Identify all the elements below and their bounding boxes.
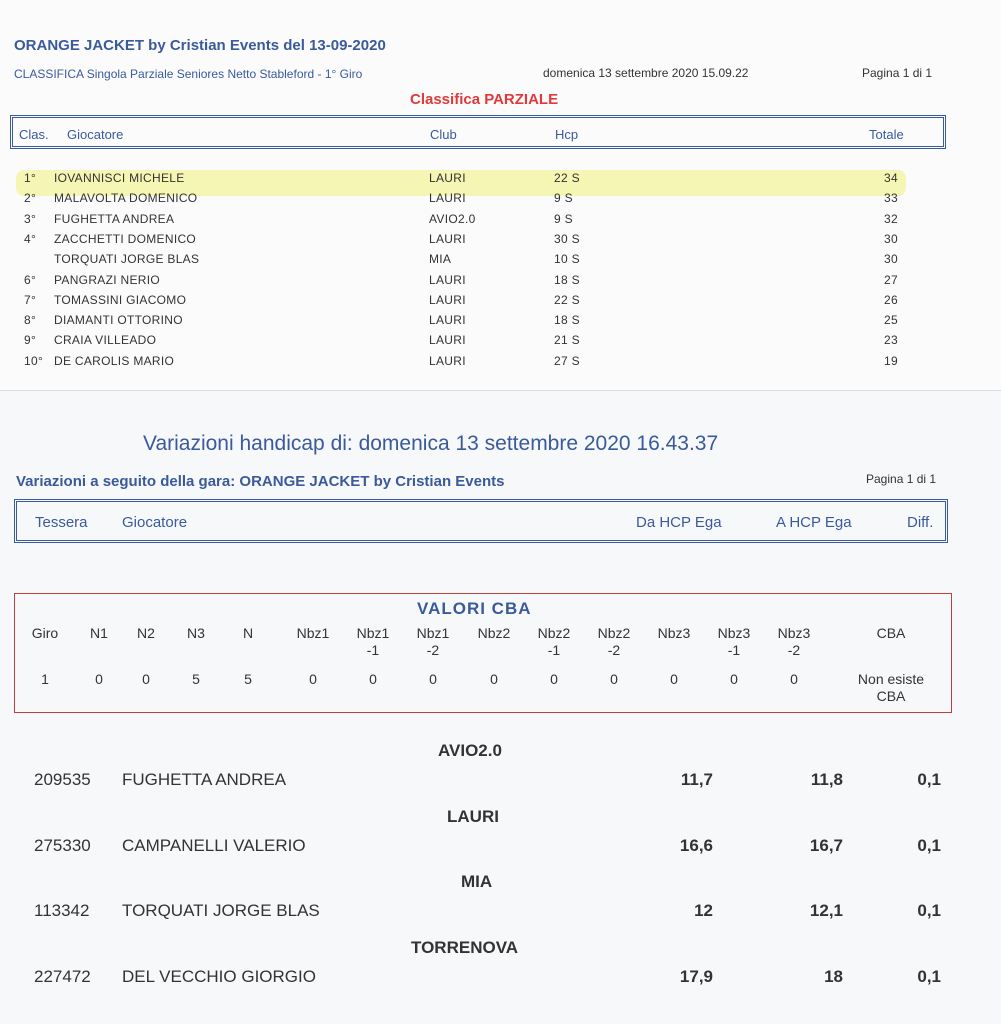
cell-pos: 3° [24, 211, 37, 226]
club-heading: LAURI [447, 806, 499, 826]
club-heading: TORRENOVA [411, 937, 519, 957]
cba-header: N3 [187, 625, 205, 641]
cell-pos: 7° [24, 292, 37, 307]
player-name: TORQUATI JORGE BLAS [122, 901, 320, 920]
diff-value: 0,1 [917, 966, 941, 986]
cba-header: Nbz2 -2 [597, 625, 631, 658]
cell-hcp: 27 S [554, 353, 580, 368]
variations-page: Pagina 1 di 1 [866, 472, 937, 486]
cell-club: LAURI [429, 231, 466, 246]
col-player: Giocatore [122, 514, 188, 531]
table-row [0, 290, 1001, 310]
report-page: Pagina 1 di 1 [862, 66, 933, 80]
cell-pos: 6° [24, 272, 37, 287]
to-hcp: 12,1 [809, 901, 843, 920]
cell-pos: 9° [24, 333, 37, 348]
cell-total: 33 [884, 191, 898, 206]
table-row [0, 270, 1001, 290]
col-total: Totale [869, 127, 904, 142]
table-row [0, 229, 1001, 249]
table-row [0, 330, 1001, 350]
cell-hcp: 22 S [554, 171, 580, 185]
table-row [0, 168, 1001, 188]
from-hcp: 12 [694, 901, 713, 920]
cba-value: 0 [490, 671, 498, 687]
cell-pos: 4° [24, 231, 37, 246]
cell-name: DIAMANTI OTTORINO [54, 313, 183, 328]
cba-value: 0 [95, 671, 103, 687]
cba-value: 0 [670, 671, 678, 687]
diff-value: 0,1 [917, 770, 941, 789]
variations-title: Variazioni handicap di: domenica 13 settembre 2020 16.43.37 [143, 432, 719, 455]
cell-club: AVIO2.0 [429, 211, 476, 226]
cell-name: FUGHETTA ANDREA [54, 211, 175, 226]
from-hcp: 17,9 [679, 966, 713, 986]
table-row [0, 310, 1001, 330]
cell-club: LAURI [429, 191, 466, 206]
classifica-header [10, 115, 946, 149]
card-number: 275330 [34, 835, 91, 855]
cba-value: 0 [309, 671, 317, 687]
cell-name: CRAIA VILLEADO [54, 333, 157, 348]
cell-pos: 1° [24, 171, 37, 185]
cell-name: TORQUATI JORGE BLAS [54, 252, 200, 267]
cba-header: Nbz1 [296, 625, 330, 641]
cell-name: DE CAROLIS MARIO [54, 353, 175, 368]
table-row [0, 209, 1001, 229]
cba-header: N1 [90, 625, 108, 641]
cba-value: 5 [244, 671, 252, 687]
cba-header: Nbz2 -1 [537, 625, 571, 658]
cell-club: LAURI [429, 272, 466, 287]
cell-total: 26 [884, 292, 898, 307]
section-title: Classifica PARZIALE [410, 91, 559, 108]
col-hcp: Hcp [555, 127, 579, 142]
cell-club: LAURI [429, 292, 466, 307]
diff-value: 0,1 [917, 901, 941, 920]
variations-header [14, 499, 948, 543]
col-club: Club [430, 127, 457, 142]
cell-total: 23 [884, 333, 898, 348]
col-clas: Clas. [19, 127, 49, 142]
col-player: Giocatore [67, 127, 124, 142]
cba-value: 1 [41, 671, 49, 687]
cba-value: 5 [192, 671, 200, 687]
cba-value: 0 [142, 671, 150, 687]
cell-hcp: 18 S [554, 313, 580, 328]
cell-pos: 10° [24, 353, 44, 368]
report-subtitle: CLASSIFICA Singola Parziale Seniores Netto Stableford - 1° Giro [14, 67, 363, 81]
table-row [0, 188, 1001, 208]
to-hcp: 16,7 [809, 835, 843, 855]
player-name: CAMPANELLI VALERIO [122, 835, 306, 855]
cba-value: 0 [429, 671, 437, 687]
cell-total: 30 [884, 252, 898, 267]
cba-header: Nbz1 -2 [416, 625, 450, 658]
cell-hcp: 30 S [554, 231, 580, 246]
cba-header: Nbz2 [477, 625, 511, 641]
cell-total: 19 [884, 353, 898, 368]
cell-total: 30 [884, 231, 898, 246]
cba-value: Non esiste CBA [857, 671, 925, 704]
cba-header: Nbz1 -1 [356, 625, 390, 658]
cell-hcp: 21 S [554, 333, 580, 348]
cell-total: 32 [884, 211, 898, 226]
cba-title: VALORI CBA [417, 599, 532, 618]
col-diff: Diff. [907, 514, 934, 531]
cell-total: 25 [884, 313, 898, 328]
cba-value: 0 [550, 671, 558, 687]
variations-subtitle: Variazioni a seguito della gara: ORANGE JACKET by Cristian Events [16, 473, 505, 490]
col-to: A HCP Ega [776, 514, 852, 531]
cell-club: LAURI [429, 313, 466, 328]
cba-header: N2 [137, 625, 155, 641]
to-hcp: 18 [824, 966, 843, 986]
cba-value: 0 [730, 671, 738, 687]
report-title: ORANGE JACKET by Cristian Events del 13-09-2020 [14, 37, 386, 54]
cell-pos: 8° [24, 313, 37, 328]
cell-club: LAURI [429, 171, 466, 185]
cell-hcp: 9 S [554, 191, 573, 206]
cell-club: LAURI [429, 353, 466, 368]
cell-name: TOMASSINI GIACOMO [54, 292, 187, 307]
cell-hcp: 18 S [554, 272, 580, 287]
cell-name: PANGRAZI NERIO [54, 272, 160, 287]
cell-name: IOVANNISCI MICHELE [54, 171, 185, 185]
cell-hcp: 9 S [554, 211, 573, 226]
club-heading: AVIO2.0 [438, 741, 502, 760]
cell-club: MIA [429, 252, 452, 267]
cell-pos: 2° [24, 191, 37, 206]
cell-club: LAURI [429, 333, 466, 348]
from-hcp: 16,6 [679, 835, 713, 855]
cba-header: N [242, 625, 254, 641]
cell-total: 27 [884, 272, 898, 287]
card-number: 209535 [34, 770, 91, 789]
table-row [0, 249, 1001, 269]
cell-hcp: 10 S [554, 252, 580, 267]
cba-box [14, 593, 952, 713]
col-from: Da HCP Ega [636, 514, 722, 531]
player-name: FUGHETTA ANDREA [122, 770, 287, 789]
cba-value: 0 [610, 671, 618, 687]
from-hcp: 11,7 [680, 770, 713, 789]
card-number: 113342 [34, 901, 90, 920]
cba-header: Nbz3 -1 [717, 625, 751, 658]
club-heading: MIA [461, 872, 493, 891]
table-row [0, 351, 1001, 371]
cell-name: ZACCHETTI DOMENICO [54, 231, 197, 246]
cell-total: 34 [884, 171, 898, 185]
card-number: 227472 [34, 966, 91, 986]
cba-header: Nbz3 [657, 625, 691, 641]
to-hcp: 11,8 [810, 770, 843, 789]
cba-header: CBA [876, 625, 906, 641]
cba-header: Nbz3 -2 [777, 625, 811, 658]
cell-name: MALAVOLTA DOMENICO [54, 191, 198, 206]
cba-header: Giro [31, 625, 59, 641]
player-name: DEL VECCHIO GIORGIO [122, 966, 316, 986]
report-date: domenica 13 settembre 2020 15.09.22 [543, 66, 749, 80]
diff-value: 0,1 [917, 835, 941, 855]
cell-hcp: 22 S [554, 292, 580, 307]
col-card: Tessera [35, 514, 88, 531]
cba-value: 0 [790, 671, 798, 687]
cba-value: 0 [369, 671, 377, 687]
